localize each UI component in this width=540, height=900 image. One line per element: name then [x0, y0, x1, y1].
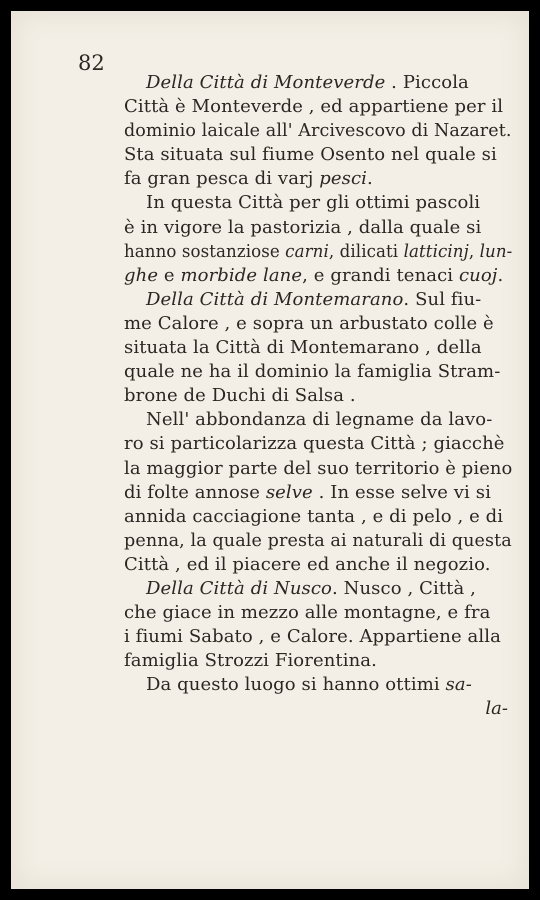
- text-run: di folte annose: [124, 481, 266, 503]
- text-line: [124, 95, 512, 119]
- text-run: . In esse selve vi si: [312, 481, 491, 503]
- text-run: .: [497, 264, 504, 286]
- text-run: ro si particolarizza questa Città ; giacchè: [124, 433, 505, 455]
- text-run: Nell' abbondanza di legname da lavo-: [146, 409, 493, 431]
- text-run: situata la Città di Montemarano , della: [124, 337, 482, 359]
- text-run: hanno sostanziose: [124, 240, 286, 262]
- text-run: e: [158, 264, 181, 286]
- text-line: [124, 553, 512, 577]
- text-run: Sta situata sul fiume Osento nel quale si: [124, 144, 497, 166]
- catchword: la-: [485, 698, 508, 720]
- text-line: [124, 264, 512, 288]
- text-run: Da questo luogo si hanno ottimi: [146, 674, 446, 696]
- book-page: [11, 11, 529, 889]
- text-run: . Nusco , Città ,: [332, 577, 476, 599]
- text-run: quale ne ha il dominio la famiglia Stram-: [124, 361, 501, 383]
- text-run: che giace in mezzo alle montagne, e fra: [124, 602, 491, 624]
- italic-text: cuoj: [458, 264, 498, 286]
- text-run: In questa Città per gli ottimi pascoli: [146, 192, 481, 214]
- italic-text: selve: [265, 481, 313, 503]
- text-line: [124, 336, 512, 360]
- text-line: [124, 71, 512, 95]
- page-text: [124, 71, 512, 722]
- text-run: brone de Duchi di Salsa .: [124, 385, 356, 407]
- text-run: ,: [468, 240, 480, 262]
- italic-text: ghe: [124, 264, 159, 286]
- text-line: [124, 505, 512, 529]
- text-line: [124, 408, 512, 432]
- text-run: . Sul fiu-: [403, 288, 482, 310]
- text-run: i fiumi Sabato , e Calore. Appartiene alla: [124, 626, 501, 648]
- italic-text: Della Città di Montemarano: [146, 288, 404, 310]
- page-number: 82: [78, 51, 105, 75]
- text-line: [124, 601, 512, 625]
- text-run: famiglia Strozzi Fiorentina.: [124, 650, 377, 672]
- text-line: [124, 119, 512, 143]
- text-run: Città , ed il piacere ed anche il negozio.: [124, 553, 491, 575]
- text-run: , dilicati: [328, 240, 404, 262]
- text-run: penna, la quale presta ai naturali di questa: [124, 529, 512, 551]
- text-line: [124, 457, 513, 481]
- text-line: [124, 384, 512, 408]
- text-run: me Calore , e sopra un arbustato colle è: [124, 312, 494, 334]
- text-run: è in vigore la pastorizia , dalla quale si: [124, 216, 482, 238]
- italic-text: sa-: [445, 674, 472, 696]
- text-line: [124, 649, 512, 673]
- text-line: [124, 191, 512, 215]
- text-line: [124, 143, 512, 167]
- italic-text: carni: [285, 240, 329, 262]
- text-line: [124, 288, 512, 312]
- text-run: dominio laicale all' Arcivescovo di Nazaret.: [124, 120, 512, 142]
- text-run: annida cacciagione tanta , e di pelo , e di: [124, 505, 504, 527]
- italic-text: morbide lane: [180, 264, 303, 286]
- text-run: la maggior parte del suo territorio è pieno: [124, 457, 513, 479]
- text-line: [124, 312, 512, 336]
- text-run: .: [367, 168, 373, 190]
- text-run: , e grandi tenaci: [302, 264, 459, 286]
- text-line: [124, 360, 512, 384]
- italic-text: Della Città di Nusco: [146, 577, 332, 599]
- text-line: [124, 240, 513, 264]
- text-run: Città è Monteverde , ed appartiene per il: [124, 96, 504, 118]
- italic-text: latticinj: [403, 240, 469, 262]
- italic-text: lun-: [479, 240, 513, 262]
- italic-text: pesci: [319, 168, 367, 190]
- text-line: [124, 625, 512, 649]
- text-line: [124, 577, 512, 601]
- text-line: [124, 432, 512, 456]
- text-line: [124, 529, 512, 553]
- text-line: [124, 673, 512, 697]
- italic-text: Della Città di Monteverde: [146, 72, 386, 93]
- text-line: [124, 216, 512, 240]
- text-run: . Piccola: [385, 72, 469, 93]
- text-line: [124, 481, 512, 505]
- text-run: fa gran pesca di varj: [124, 168, 320, 190]
- text-line: [124, 167, 512, 191]
